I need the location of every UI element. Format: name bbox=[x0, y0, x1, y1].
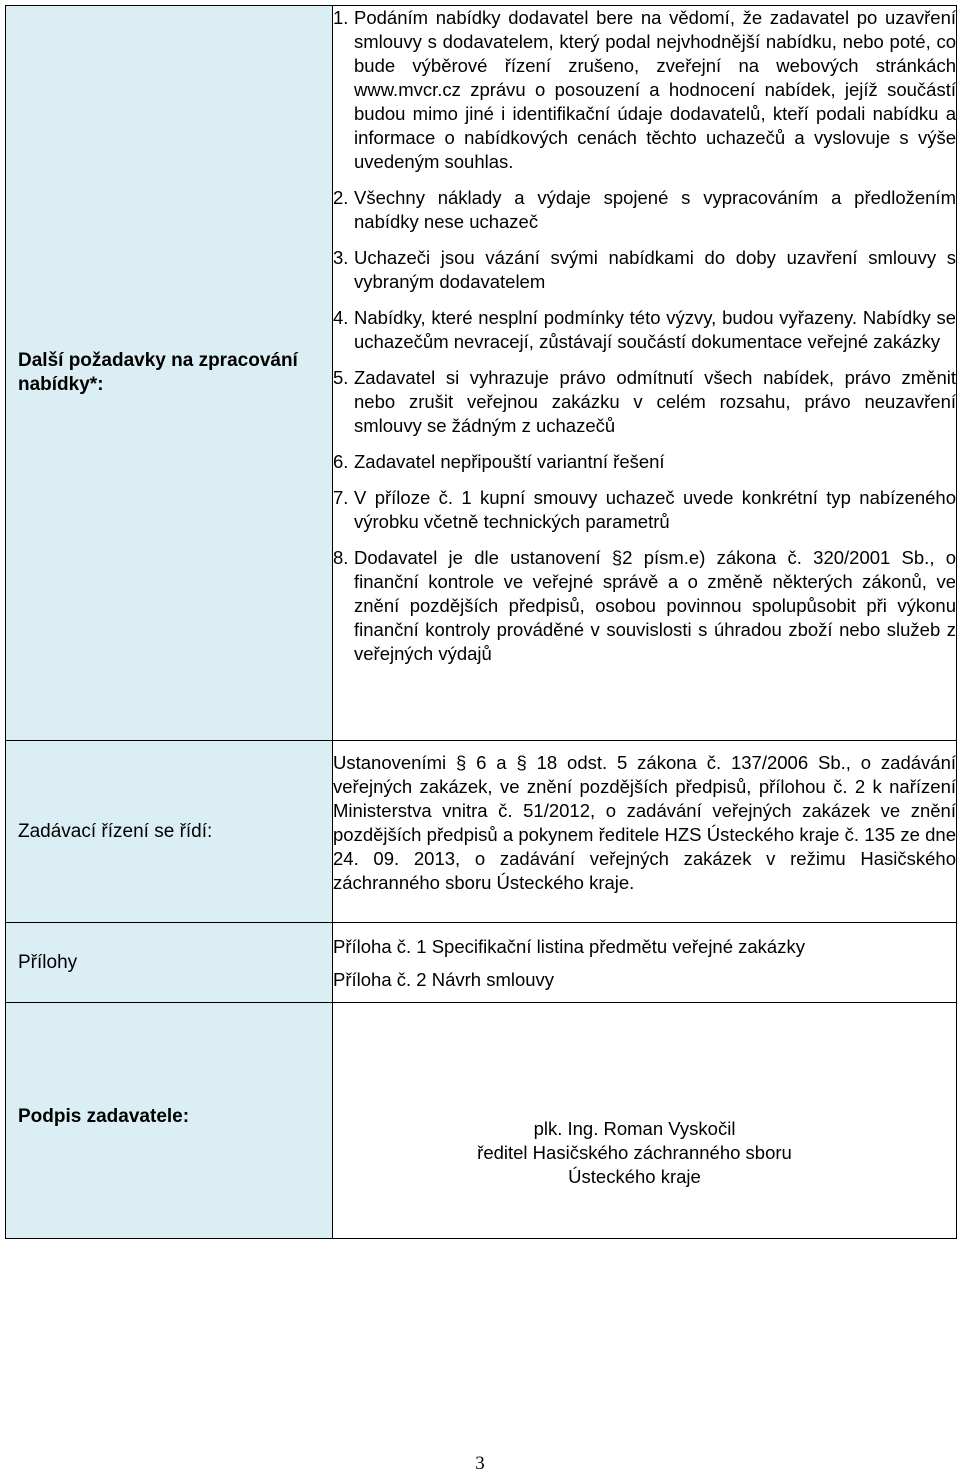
governance-label: Zadávací řízení se řídí: bbox=[6, 741, 333, 923]
item-number: 6. bbox=[333, 451, 349, 472]
item-number: 8. bbox=[333, 547, 349, 568]
item-text: Podáním nabídky dodavatel bere na vědomí, že zadavatel po uzavření smlouvy s dodavatelem, který podal nejvhodnější nabídku, nebo poté, co bude výběrové řízení zrušeno, zveřejní na webových stránkách www.mvcr.cz zprávu o posouzení a hodnocení nabídek, jejíž součástí budou mimo jiné i identifikační údaje dodavatelů, kteří podali nabídku a informace o nabídkových cenách těchto uchazečů a vyslovuje s výše uvedeným souhlas. bbox=[354, 7, 956, 172]
requirement-item bbox=[333, 6, 956, 174]
attachment-item: Příloha č. 2 Návrh smlouvy bbox=[333, 969, 555, 990]
item-number: 3. bbox=[333, 247, 349, 268]
item-text: Zadavatel nepřipouští variantní řešení bbox=[354, 451, 665, 472]
requirement-item bbox=[333, 486, 956, 534]
item-number: 4. bbox=[333, 307, 349, 328]
item-number: 2. bbox=[333, 187, 349, 208]
signature-label: Podpis zadavatele: bbox=[6, 1003, 333, 1239]
signatory-name: plk. Ing. Roman Vyskočil bbox=[533, 1118, 736, 1139]
requirement-item bbox=[333, 450, 956, 474]
governance-cell bbox=[333, 741, 957, 923]
signatory-org: Ústeckého kraje bbox=[568, 1166, 701, 1187]
attachment-item: Příloha č. 1 Specifikační listina předmětu veřejné zakázky bbox=[333, 936, 805, 957]
attachments-label: Přílohy bbox=[6, 923, 333, 1003]
item-text: Uchazeči jsou vázání svými nabídkami do doby uzavření smlouvy s vybraným dodavatelem bbox=[354, 247, 956, 292]
requirement-item bbox=[333, 366, 956, 438]
attachments-cell bbox=[333, 923, 957, 1003]
item-text: Dodavatel je dle ustanovení §2 písm.e) zákona č. 320/2001 Sb., o finanční kontrole ve veřejné správě a o změně některých zákonů, ve znění pozdějších předpisů, osobou povinnou spolupůsobit při výkonu finanční kontroly prováděné v souvislosti s úhradou zboží nebo služeb z veřejných výdajů bbox=[354, 547, 956, 664]
item-number: 5. bbox=[333, 367, 349, 388]
signature-cell bbox=[333, 1003, 957, 1239]
item-text: V příloze č. 1 kupní smouvy uchazeč uvede konkrétní typ nabízeného výrobku včetně technických parametrů bbox=[354, 487, 956, 532]
tender-info-table bbox=[5, 5, 957, 1239]
item-number: 7. bbox=[333, 487, 349, 508]
requirement-item bbox=[333, 306, 956, 354]
signature-block bbox=[333, 1003, 956, 1189]
item-number: 1. bbox=[333, 7, 349, 28]
requirements-list bbox=[333, 6, 956, 666]
signatory-role: ředitel Hasičského záchranného sboru bbox=[477, 1142, 792, 1163]
requirements-cell bbox=[333, 6, 957, 741]
requirement-item bbox=[333, 546, 956, 666]
requirements-label: Další požadavky na zpracování nabídky*: bbox=[6, 6, 333, 741]
requirement-item bbox=[333, 246, 956, 294]
item-text: Nabídky, které nesplní podmínky této výzvy, budou vyřazeny. Nabídky se uchazečům nevracejí, zůstávají součástí dokumentace veřejné zakázky bbox=[354, 307, 956, 352]
requirement-item bbox=[333, 186, 956, 234]
page-number: 3 bbox=[475, 1453, 485, 1474]
item-text: Všechny náklady a výdaje spojené s vypracováním a předložením nabídky nese uchazeč bbox=[354, 187, 956, 232]
governance-text: Ustanoveními § 6 a § 18 odst. 5 zákona č. 137/2006 Sb., o zadávání veřejných zakázek, ve znění pozdějších předpisů, přílohou č. 2 k nařízení Ministerstva vnitra č. 51/2012, o zadávání veřejných zakázek ve znění pozdějších předpisů a pokynem ředitele HZS Ústeckého kraje č. 135 ze dne 24. 09. 2013, o zadávání veřejných zakázek v režimu Hasičského záchranného sboru Ústeckého kraje. bbox=[333, 752, 956, 893]
item-text: Zadavatel si vyhrazuje právo odmítnutí všech nabídek, právo změnit nebo zrušit veřejnou zakázku v celém rozsahu, právo neuzavření smlouvy se žádným z uchazečů bbox=[354, 367, 956, 436]
